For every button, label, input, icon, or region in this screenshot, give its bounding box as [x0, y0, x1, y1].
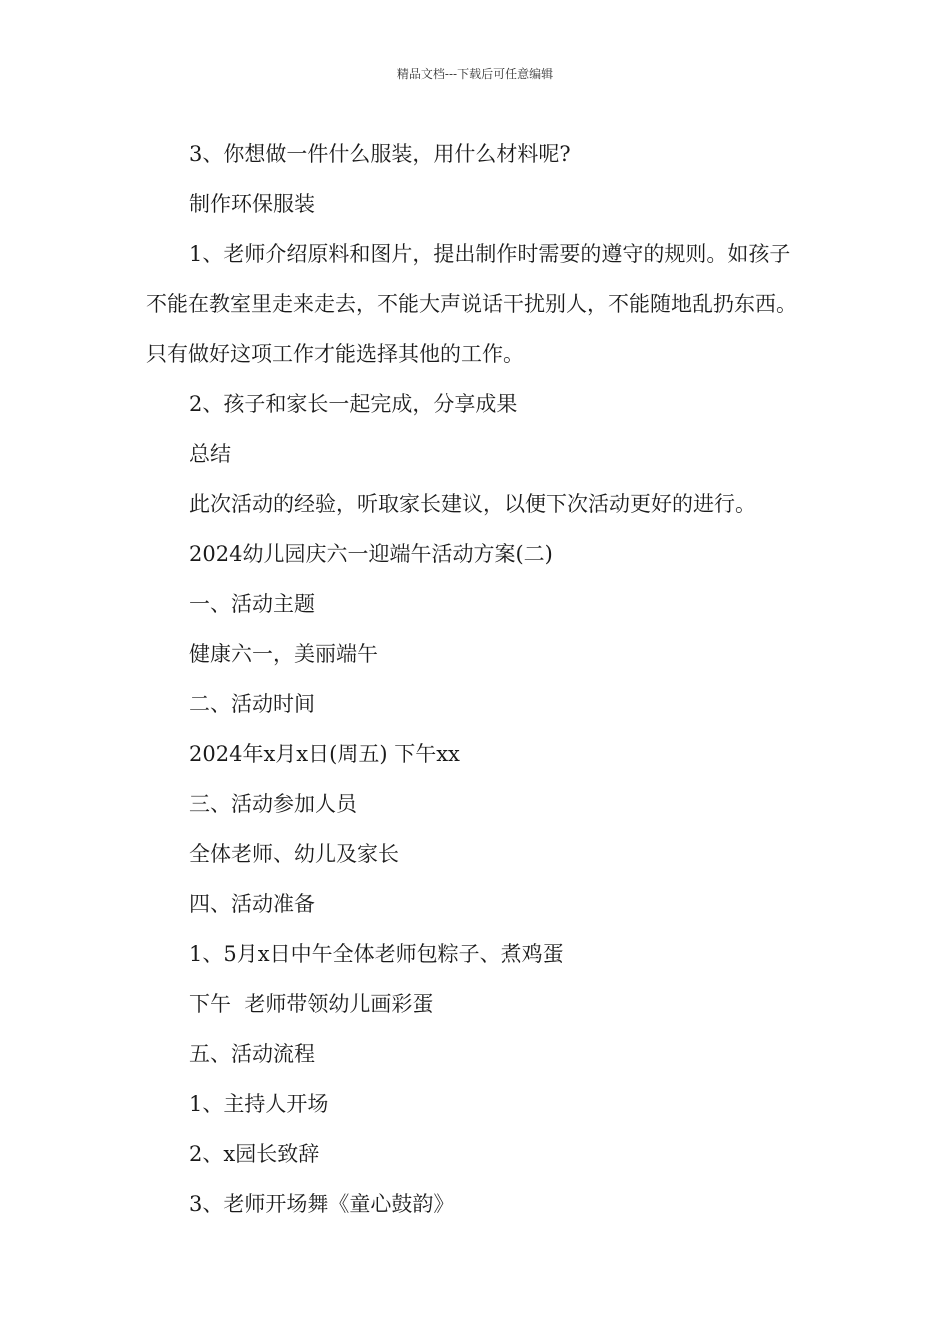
section-heading: 三、活动参加人员: [189, 792, 357, 816]
paragraph: 此次活动的经验，听取家长建议，以便下次活动更好的进行。: [189, 492, 756, 516]
document-title: 2024幼儿园庆六一迎端午活动方案(二): [189, 542, 553, 566]
section-heading: 一、活动主题: [189, 592, 315, 616]
paragraph: 健康六一，美丽端午: [189, 642, 378, 666]
paragraph: 2024年x月x日(周五) 下午xx: [189, 742, 460, 766]
paragraph: 2、孩子和家长一起完成，分享成果: [189, 392, 518, 416]
section-heading: 二、活动时间: [189, 692, 315, 716]
list-item: 2、x园长致辞: [189, 1142, 320, 1166]
section-heading: 总结: [189, 442, 231, 466]
list-item: 3、老师开场舞《童心鼓韵》: [189, 1192, 455, 1216]
list-item: 1、主持人开场: [189, 1092, 329, 1116]
paragraph: 1、老师介绍原料和图片，提出制作时需要的遵守的规则。如孩子不能在教室里走来走去，不能大声说话干扰别人，不能随地乱扔东西。只有做好这项工作才能选择其他的工作。: [146, 242, 797, 366]
section-heading: 制作环保服装: [189, 192, 315, 216]
document-body: [146, 129, 811, 1229]
section-heading: 四、活动准备: [189, 892, 315, 916]
paragraph: 1、5月x日中午全体老师包粽子、煮鸡蛋: [189, 942, 564, 966]
paragraph: 3、你想做一件什么服装，用什么材料呢?: [189, 142, 571, 166]
page-header: 精品文档---下载后可任意编辑: [396, 67, 554, 81]
paragraph: 下午 老师带领幼儿画彩蛋: [189, 992, 434, 1016]
paragraph: 全体老师、幼儿及家长: [189, 842, 399, 866]
section-heading: 五、活动流程: [189, 1042, 315, 1066]
